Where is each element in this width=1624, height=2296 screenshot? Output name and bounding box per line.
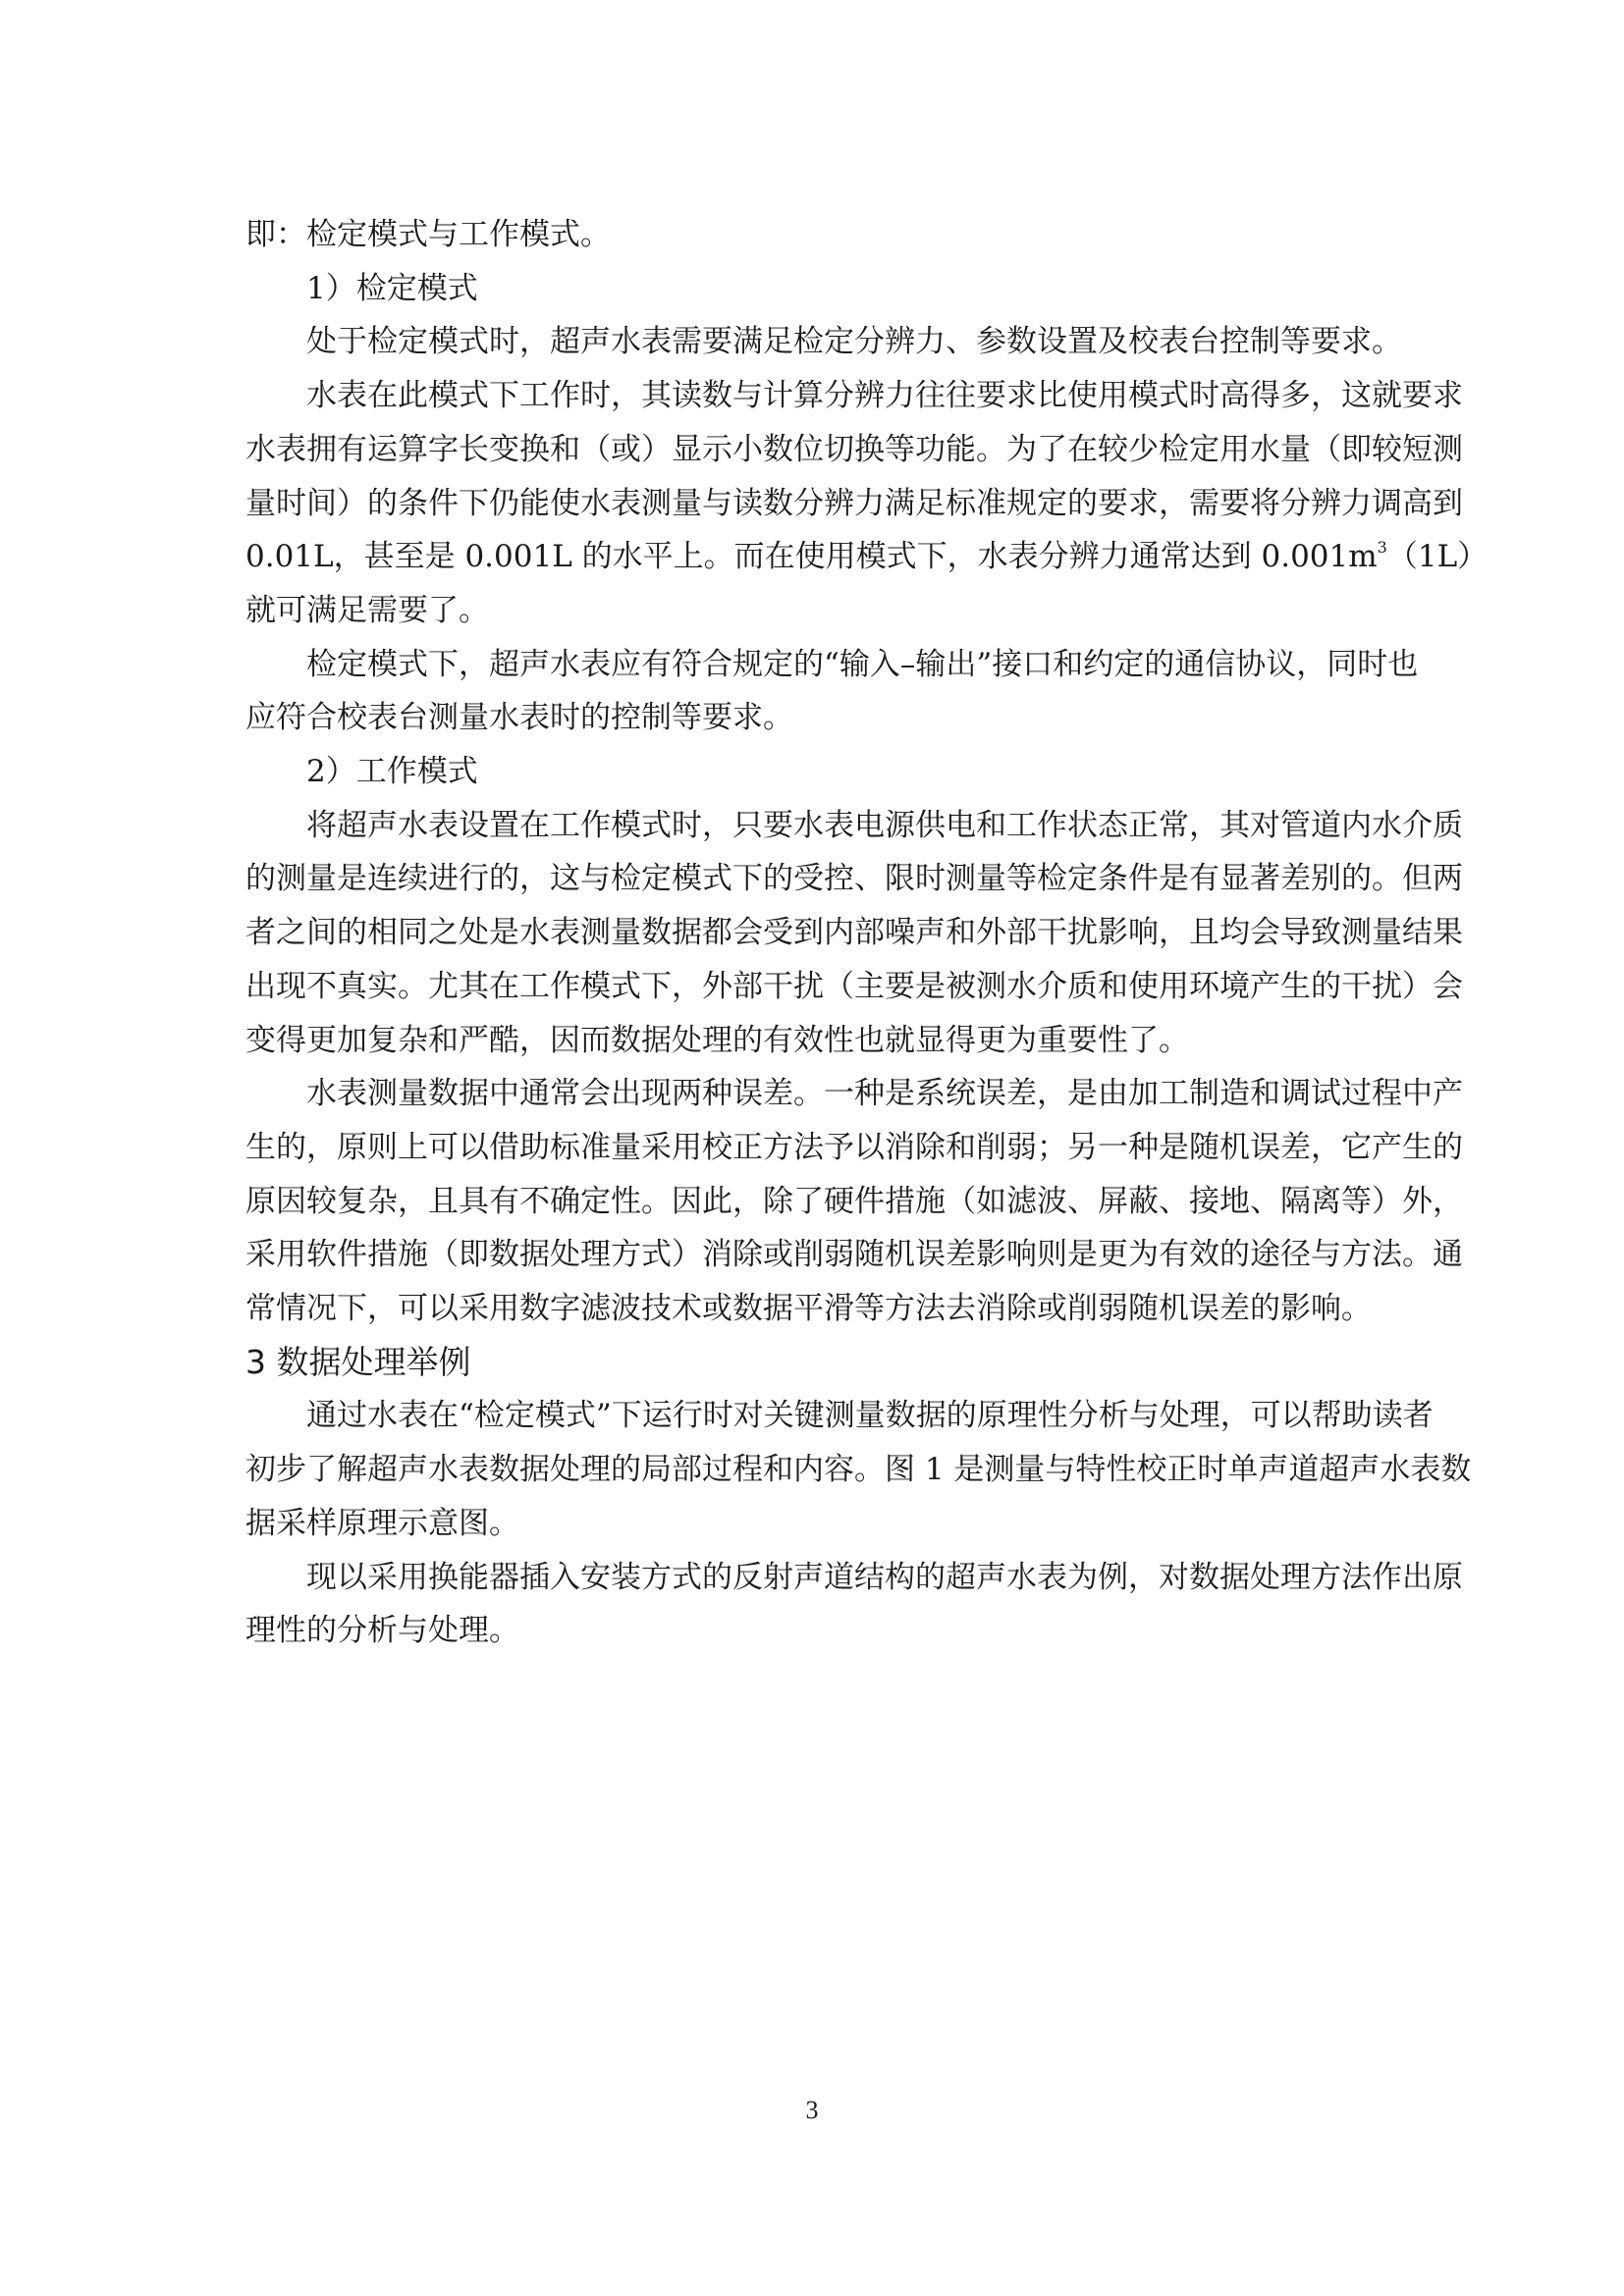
- page-number: 3: [805, 2096, 819, 2124]
- section-heading: 3 数据处理举例: [245, 1342, 471, 1381]
- paragraph-line-with-unit: [245, 530, 1489, 584]
- paragraph-line: 初步了解超声水表数据处理的局部过程和内容。图 1 是测量与特性校正时单声道超声水表数: [245, 1452, 1472, 1488]
- paragraph-line: 即：检定模式与工作模式。: [245, 217, 611, 252]
- paragraph-line: 通过水表在“检定模式”下运行时对关键测量数据的原理性分析与处理，可以帮助读者: [306, 1398, 1434, 1434]
- paragraph-line: 量时间）的条件下仍能使水表测量与读数分辨力满足标准规定的要求，需要将分辨力调高到: [245, 485, 1463, 521]
- paragraph-line: 处于检定模式时，超声水表需要满足检定分辨力、参数设置及校表台控制等要求。: [306, 324, 1402, 360]
- paragraph-line: 应符合校表台测量水表时的控制等要求。: [245, 700, 793, 736]
- paragraph-line: 采用软件措施（即数据处理方式）消除或削弱随机误差影响则是更为有效的途径与方法。通: [245, 1237, 1463, 1273]
- subheading-work-mode: 2）工作模式: [306, 754, 478, 790]
- paragraph-line: 水表测量数据中通常会出现两种误差。一种是系统误差，是由加工制造和调试过程中产: [306, 1076, 1463, 1112]
- paragraph-line: 变得更加复杂和严酷，因而数据处理的有效性也就显得更为重要性了。: [245, 1022, 1189, 1058]
- paragraph-line: 的测量是连续进行的，这与检定模式下的受控、限时测量等检定条件是有显著差别的。但两: [245, 861, 1463, 897]
- line-text: （1L）: [1386, 539, 1489, 575]
- paragraph-line: 理性的分析与处理。: [245, 1613, 519, 1649]
- paragraph-line: 将超声水表设置在工作模式时，只要水表电源供电和工作状态正常，其对管道内水介质: [306, 807, 1463, 843]
- paragraph-line: 水表拥有运算字长变换和（或）显示小数位切换等功能。为了在较少检定用水量（即较短测: [245, 431, 1463, 467]
- paragraph-line: 者之间的相同之处是水表测量数据都会受到内部噪声和外部干扰影响，且均会导致测量结果: [245, 915, 1463, 951]
- paragraph-line: 据采样原理示意图。: [245, 1505, 519, 1541]
- paragraph-line: 出现不真实。尤其在工作模式下，外部干扰（主要是被测水介质和使用环境产生的干扰）会: [245, 968, 1463, 1004]
- superscript-exponent: 3: [1377, 538, 1387, 558]
- paragraph-line: 常情况下，可以采用数字滤波技术或数据平滑等方法去消除或削弱随机误差的影响。: [245, 1291, 1372, 1327]
- subheading-verification-mode: 1）检定模式: [306, 270, 478, 306]
- paragraph-line: 现以采用换能器插入安装方式的反射声道结构的超声水表为例，对数据处理方法作出原: [306, 1559, 1463, 1595]
- line-text: 0.01L，甚至是 0.001L 的水平上。而在使用模式下，水表分辨力通常达到 0.001m: [245, 539, 1378, 575]
- paragraph-line: 生的，原则上可以借助标准量采用校正方法予以消除和削弱；另一种是随机误差，它产生的: [245, 1129, 1463, 1165]
- page-body: [245, 208, 1489, 1658]
- paragraph-line: 原因较复杂，且具有不确定性。因此，除了硬件措施（如滤波、屏蔽、接地、隔离等）外，: [245, 1183, 1463, 1219]
- paragraph-line: 检定模式下，超声水表应有符合规定的“输入–输出”接口和约定的通信协议，同时也: [306, 646, 1419, 682]
- paragraph-line: 就可满足需要了。: [245, 592, 489, 628]
- paragraph-line: 水表在此模式下工作时，其读数与计算分辨力往往要求比使用模式时高得多，这就要求: [306, 378, 1463, 414]
